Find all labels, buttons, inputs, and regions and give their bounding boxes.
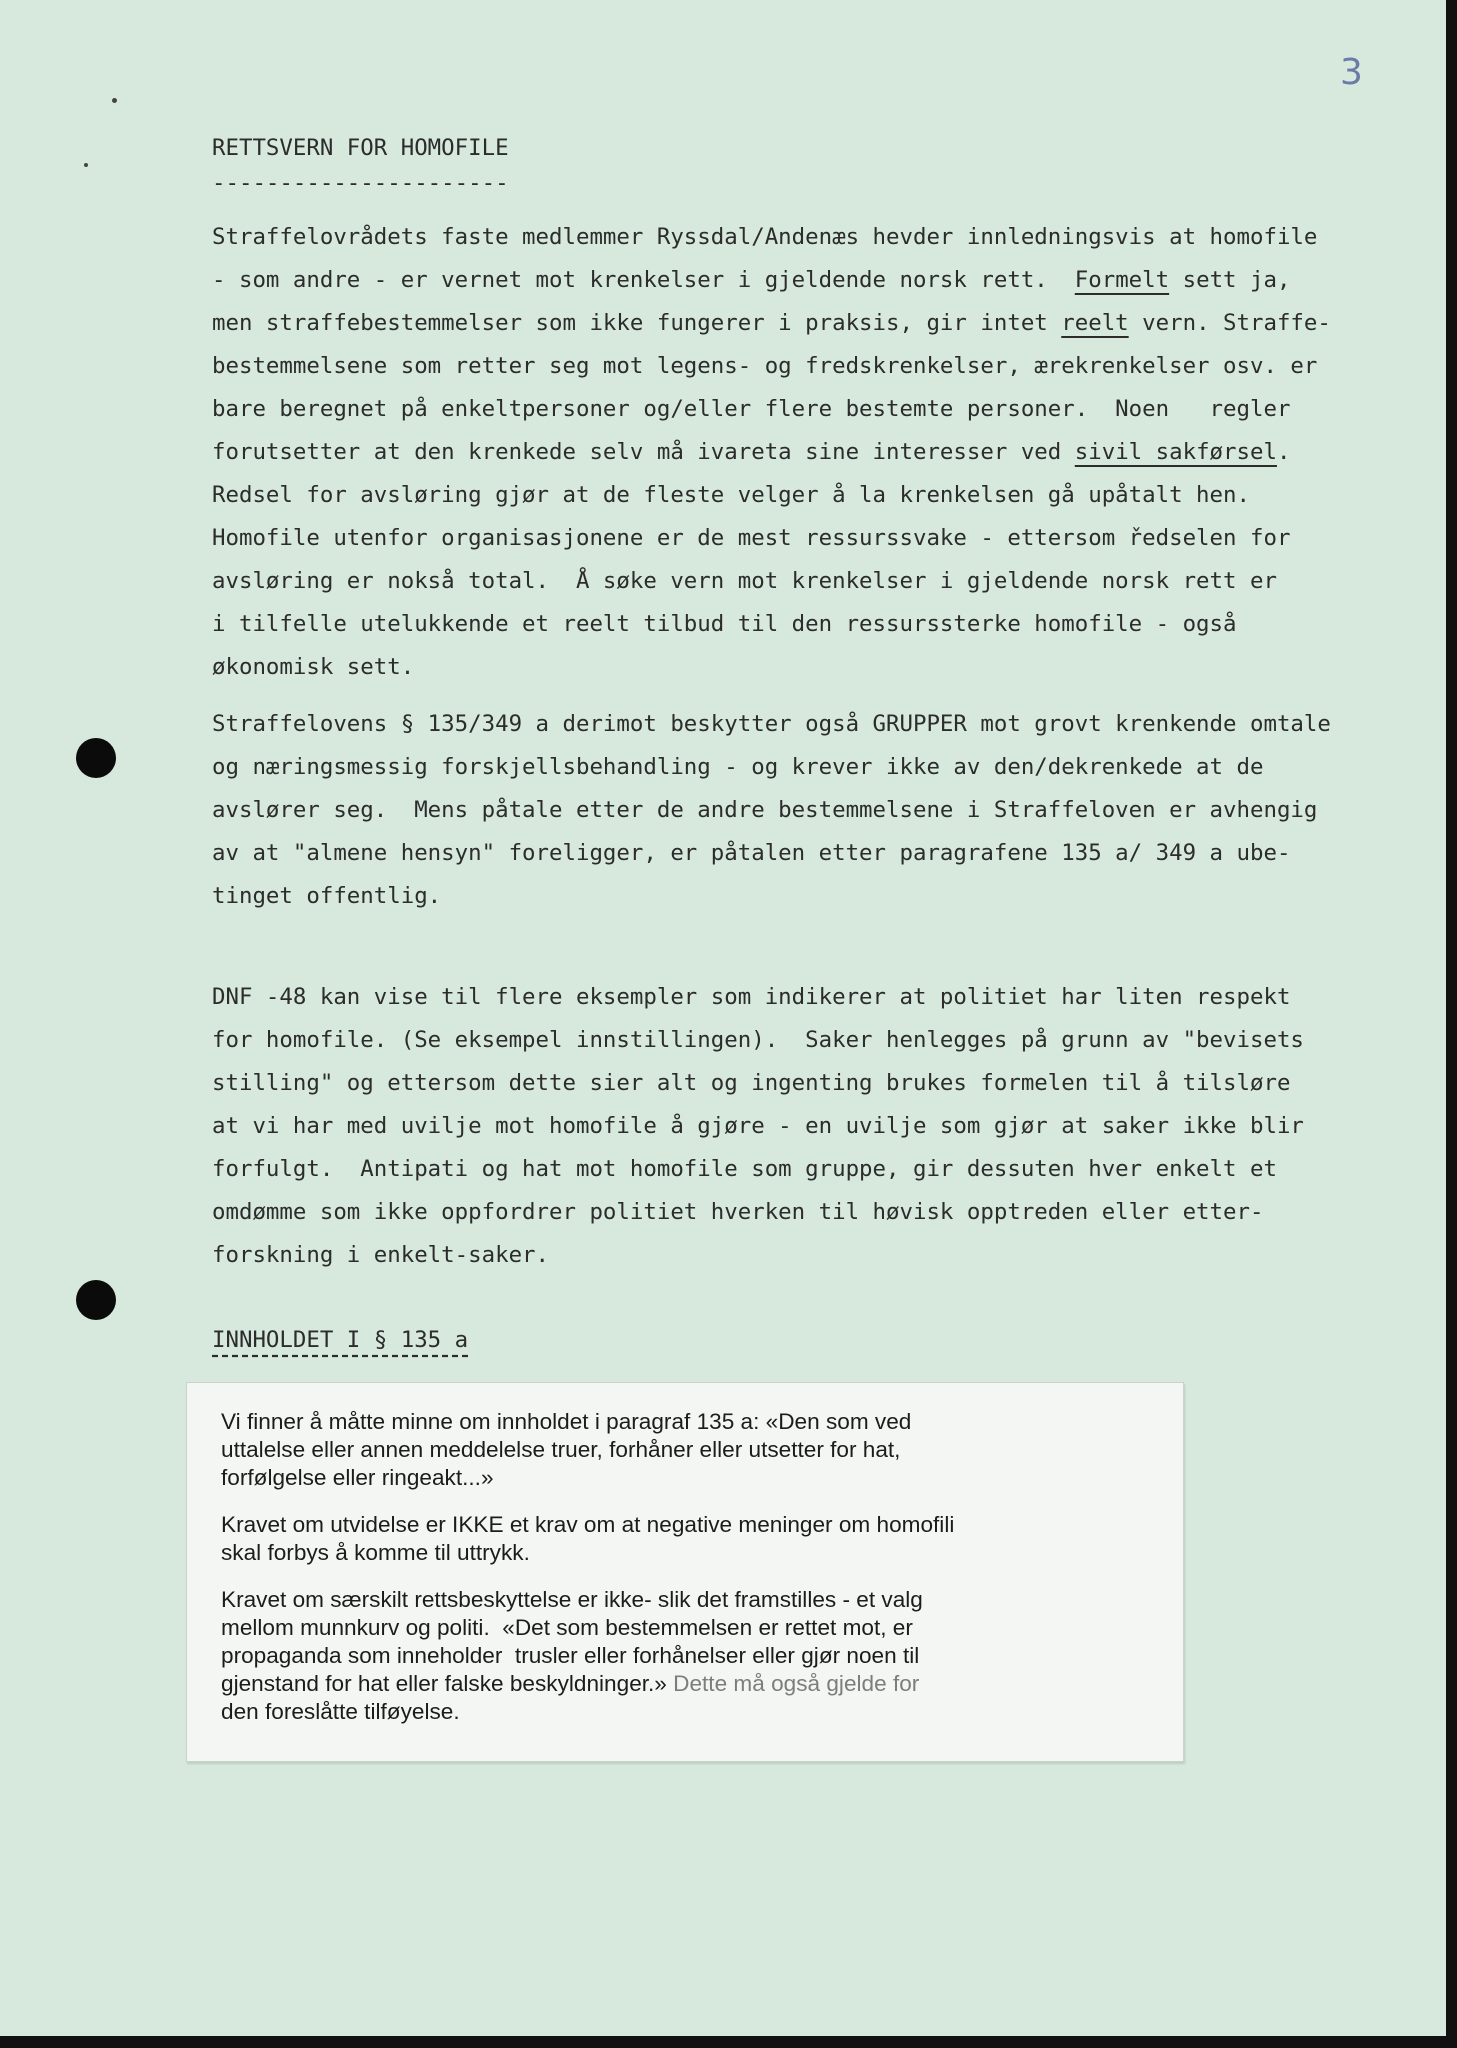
underlined-reelt: reelt <box>1061 310 1129 336</box>
punch-hole <box>76 738 116 778</box>
clipping-paragraph: Kravet om utvidelse er IKKE et krav om at negative meninger om homofili skal forbys å komme til uttrykk. <box>221 1512 955 1565</box>
section-heading: RETTSVERN FOR HOMOFILE <box>212 135 509 161</box>
underlined-sivil-sakforsel: sivil sakførsel <box>1074 439 1277 465</box>
section-heading-2: INNHOLDET I § 135 a <box>212 1327 469 1353</box>
clipping-paragraph: Kravet om særskilt rettsbeskyttelse er ikke- slik det framstilles - et valg mellom munnkurv og politi. «Det som bestemmelsen er rettet mot, er propaganda som inneholder trusler eller forhånelser eller gjør noen til gjenstand for hat eller falske beskyldninger.» Dette må også gjelde for den foreslåtte tilføyelse. <box>221 1587 923 1724</box>
paragraph-3: DNF -48 kan vise til flere eksempler som indikerer at politiet har liten respekt for homofile. (Se eksempel innstillingen). Saker henlegges på grunn av "bevisets stilling" og ettersom dette sier alt og ingenting brukes formelen til å tilsløre at vi har med uvilje mot homofile å gjøre - en uvilje som gjør at saker ikke blir forfulgt. Antipati og hat mot homofile som gruppe, gir dessuten hver enkelt et omdømme som ikke oppfordrer politiet hverken til høvisk opptreden eller etter- forskning i enkelt-saker. <box>212 984 1304 1268</box>
newspaper-clipping <box>186 1382 1184 1762</box>
clipping-text <box>221 1408 1171 1745</box>
punch-hole <box>76 1280 116 1320</box>
clipping-paragraph: Vi finner å måtte minne om innholdet i paragraf 135 a: «Den som ved uttalelse eller annen meddelelse truer, forhåner eller utsetter for hat, forfølgelse eller ringeakt...» <box>221 1409 912 1490</box>
paragraph-2: Straffelovens § 135/349 a derimot beskytter også GRUPPER mot grovt krenkende omtale og næringsmessig forskjellsbehandling - og krever ikke av den/dekrenkede at de avslører seg. Mens påtale etter de andre bestemmelsene i Straffeloven er avhengig av at "almene hensyn" foreligger, er påtalen etter paragrafene 135 a/ 349 a ube- tinget offentlig. <box>212 711 1331 909</box>
underlined-formelt: Formelt <box>1074 267 1170 293</box>
paragraph-1: Straffelovrådets faste medlemmer Ryssdal/Andenæs hevder innledningsvis at homofile - som andre - er vernet mot krenkelser i gjeldende norsk rett. Formelt sett ja, men straffebestemmelser som ikke fungerer i praksis, gir intet reelt vern. Straffe- bestemmelsene som retter seg mot legens- og fredskrenkelser, ærekrenkelser osv. er bare beregnet på enkeltpersoner og/eller flere bestemte personer. Noen regler forutsetter at den krenkede selv må ivareta sine interesser ved sivil sakførsel. Redsel for avsløring gjør at de fleste velger å la krenkelsen gå upåtalt hen. Homofile utenfor organisasjonene er de mest ressurssvake - ettersom ředselen for avsløring er nokså total. Å søke vern mot krenkelser i gjeldende norsk rett er i tilfelle utelukkende et reelt tilbud til den ressurssterke homofile - også økonomisk sett. <box>212 224 1331 680</box>
speck <box>84 163 88 167</box>
heading-rule: ---------------------- <box>212 170 509 196</box>
page-number: 3 <box>1340 52 1363 93</box>
speck <box>112 98 117 103</box>
